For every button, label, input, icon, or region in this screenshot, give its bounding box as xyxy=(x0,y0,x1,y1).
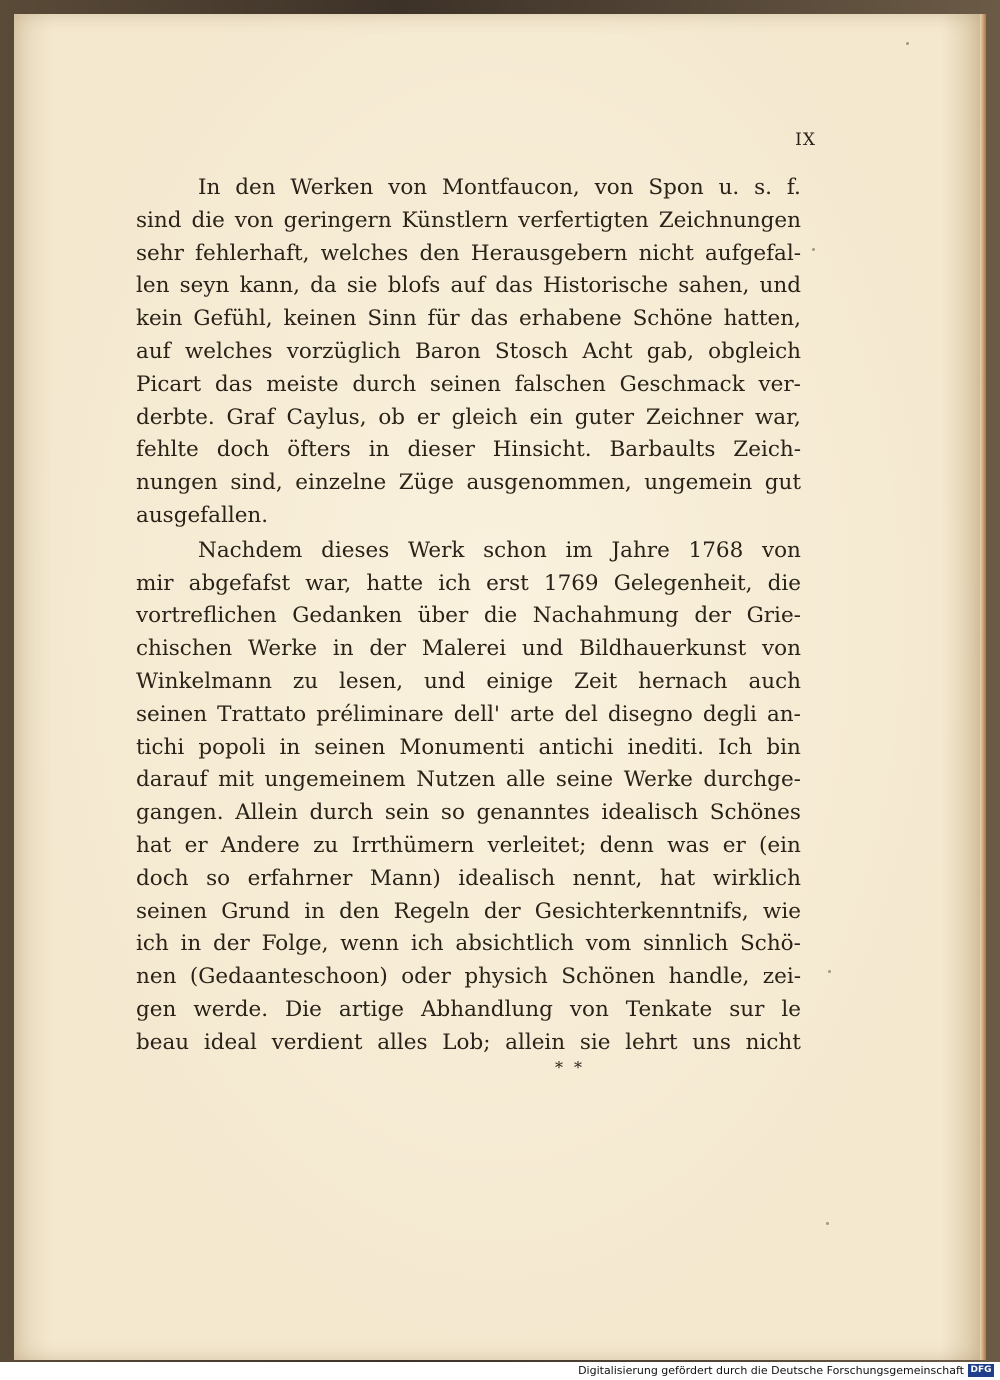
word: ich xyxy=(410,931,444,957)
word: Malerei xyxy=(421,636,507,662)
word: (ein xyxy=(759,832,801,858)
word: erhabene xyxy=(518,306,622,332)
word: Gedanken xyxy=(292,603,403,629)
word: vom xyxy=(585,931,632,957)
word: hernach xyxy=(638,668,728,694)
word: Nachdem xyxy=(198,537,303,563)
word: Nutzen xyxy=(416,767,496,793)
word: Werken xyxy=(290,175,374,200)
word: seine xyxy=(555,767,614,793)
word: sur xyxy=(729,996,765,1022)
word: doch xyxy=(136,865,189,891)
word: Historische xyxy=(543,273,669,299)
word: Künstlern xyxy=(401,207,509,233)
text-line xyxy=(136,961,801,994)
word: seinen xyxy=(314,734,386,760)
word: f. xyxy=(786,175,801,200)
word: die xyxy=(767,570,801,596)
word: Stosch xyxy=(494,338,569,364)
word: einige xyxy=(486,668,554,694)
word: gut xyxy=(764,470,801,496)
word: keinen xyxy=(283,306,357,332)
word: der xyxy=(694,603,732,629)
word: in xyxy=(279,734,301,760)
word: im xyxy=(565,537,593,563)
word: Züge xyxy=(398,470,455,496)
word: alle xyxy=(506,767,546,793)
word: durchge- xyxy=(703,767,801,793)
word: vortreflichen xyxy=(136,603,277,629)
word: Jahre xyxy=(611,537,670,563)
word: dieser xyxy=(407,437,475,463)
word: geringern xyxy=(283,207,392,233)
funding-notice: Digitalisierung gefördert durch die Deutsche Forschungsgemeinschaft xyxy=(578,1364,964,1377)
word: sie xyxy=(579,1029,611,1055)
word: das xyxy=(495,273,533,299)
word: gab, xyxy=(646,338,694,364)
word: obgleich xyxy=(708,338,801,364)
word: er xyxy=(184,832,208,858)
word: doch xyxy=(216,437,270,463)
text-line xyxy=(136,434,801,467)
word: ungemeinem xyxy=(264,767,406,793)
word: sind, xyxy=(230,470,283,496)
word: lesen, xyxy=(338,668,404,694)
word: alles xyxy=(377,1029,428,1055)
word: Monumenti xyxy=(399,734,525,760)
word: der xyxy=(369,636,407,662)
word: abgefafst xyxy=(188,570,291,596)
word: die xyxy=(483,603,518,629)
word: Lob; xyxy=(442,1029,491,1055)
text-line xyxy=(136,205,801,238)
word: genanntes xyxy=(476,800,590,826)
text-line xyxy=(136,1027,801,1060)
word: Allein xyxy=(235,800,298,826)
word: auch xyxy=(748,668,801,694)
word: mit xyxy=(218,767,254,793)
word: darauf xyxy=(136,767,208,793)
word: idealisch xyxy=(601,800,699,826)
word: Tenkate xyxy=(625,996,713,1022)
word: an- xyxy=(766,701,801,727)
word: Werk xyxy=(408,537,465,563)
text-line xyxy=(136,172,801,205)
text-line xyxy=(136,896,801,929)
word: tichi xyxy=(136,734,185,760)
word: blofs xyxy=(387,273,441,299)
word: hatten, xyxy=(723,306,801,332)
word: so xyxy=(206,865,231,891)
word: wenn xyxy=(340,931,400,957)
dfg-logo: DFG xyxy=(968,1364,994,1377)
word: Grund xyxy=(221,898,291,924)
word: disegno xyxy=(607,701,693,727)
word: Gesichterkenntnifs, xyxy=(534,898,749,924)
word: und xyxy=(521,636,564,662)
text-line xyxy=(136,336,801,369)
word: Hinsicht. xyxy=(492,437,592,463)
word: den xyxy=(235,175,276,200)
word: Schöne xyxy=(632,306,713,332)
word: Spon xyxy=(648,175,704,200)
word: Nachahmung xyxy=(532,603,679,629)
word: Barbaults xyxy=(609,437,716,463)
word: vorzüglich xyxy=(286,338,401,364)
word: in xyxy=(304,898,325,924)
word: schon xyxy=(483,537,547,563)
word: meiste xyxy=(266,371,339,397)
word: erfahrner xyxy=(247,865,353,891)
word: 1768 xyxy=(688,537,744,563)
word: seinen xyxy=(136,701,208,727)
text-line xyxy=(136,600,801,633)
word: er xyxy=(416,404,440,430)
word: von xyxy=(569,996,609,1022)
word: hat xyxy=(659,865,696,891)
word: nennt, xyxy=(572,865,643,891)
word: von xyxy=(234,207,274,233)
word: Die xyxy=(285,996,322,1022)
word: Grie- xyxy=(746,603,801,629)
word: wirklich xyxy=(712,865,801,891)
word: von xyxy=(388,175,428,200)
word: nen xyxy=(136,964,177,990)
word: sind xyxy=(136,207,182,233)
word: ob xyxy=(378,404,406,430)
word: dieses xyxy=(321,537,390,563)
word: Montfaucon, xyxy=(442,175,580,200)
word: Zeich- xyxy=(733,437,801,463)
word: Winkelmann xyxy=(136,668,272,694)
word: verdient xyxy=(271,1029,363,1055)
word: das xyxy=(214,371,253,397)
word: seinen xyxy=(429,371,501,397)
word: auf xyxy=(450,273,486,299)
word: inediti. xyxy=(627,734,704,760)
word: Werke xyxy=(623,767,693,793)
word: oder xyxy=(401,964,451,990)
word: in xyxy=(368,437,390,463)
text-line xyxy=(136,535,801,568)
word: Graf xyxy=(226,404,275,430)
text-line xyxy=(136,500,801,533)
word: ideal xyxy=(203,1029,257,1055)
word: der xyxy=(483,898,521,924)
word: hat xyxy=(136,832,172,858)
word: préliminare xyxy=(316,701,444,727)
word: physich xyxy=(464,964,548,990)
word: In xyxy=(198,175,221,200)
word: Mann) xyxy=(369,865,441,891)
word: arte xyxy=(509,701,555,727)
word: chischen xyxy=(136,636,233,662)
word: derbte. xyxy=(136,404,215,430)
word: werde. xyxy=(193,996,269,1022)
footer-bar xyxy=(0,1362,1000,1380)
text-line xyxy=(136,830,801,863)
word: allein xyxy=(505,1029,566,1055)
word: uns xyxy=(692,1029,731,1055)
word: was xyxy=(667,832,710,858)
text-line xyxy=(136,369,801,402)
word: popoli xyxy=(198,734,266,760)
word: Schö- xyxy=(740,931,801,957)
word: handle, xyxy=(668,964,750,990)
text-line xyxy=(136,928,801,961)
word: war, xyxy=(305,570,352,596)
word: Picart xyxy=(136,371,202,397)
word: Schönen xyxy=(561,964,656,990)
word: durch xyxy=(309,800,374,826)
word: den xyxy=(339,898,380,924)
word: ungemein xyxy=(644,470,753,496)
text-line xyxy=(136,467,801,500)
word: zei- xyxy=(762,964,801,990)
word: ausgefallen. xyxy=(136,502,269,528)
word: erst xyxy=(486,570,529,596)
word: von xyxy=(762,636,801,662)
word: Gelegenheit, xyxy=(613,570,753,596)
text-line xyxy=(136,402,801,435)
word: und xyxy=(759,273,801,299)
text-line xyxy=(136,666,801,699)
word: Sinn xyxy=(367,306,417,332)
word: Gefühl, xyxy=(193,306,273,332)
word: beau xyxy=(136,1029,190,1055)
word: Abhandlung xyxy=(420,996,553,1022)
word: kann, xyxy=(239,273,300,299)
catchword: * * xyxy=(554,1058,586,1077)
word: war, xyxy=(754,404,801,430)
text-line xyxy=(136,994,801,1027)
word: Baron xyxy=(414,338,481,364)
word: welches xyxy=(184,338,273,364)
word: sein xyxy=(384,800,430,826)
word: in xyxy=(180,931,202,957)
word: er xyxy=(722,832,746,858)
text-line xyxy=(136,863,801,896)
word: u. xyxy=(718,175,740,200)
text-line xyxy=(136,568,801,601)
word: zu xyxy=(292,668,319,694)
word: hatte xyxy=(366,570,424,596)
word: seinen xyxy=(136,898,208,924)
word: Geschmack xyxy=(619,371,745,397)
word: bin xyxy=(766,734,801,760)
word: nungen xyxy=(136,470,218,496)
text-line xyxy=(136,270,801,303)
word: lehrt xyxy=(625,1029,678,1055)
word: artige xyxy=(338,996,404,1022)
word: (Gedaanteschoon) xyxy=(189,964,388,990)
word: so xyxy=(440,800,465,826)
word: wie xyxy=(762,898,801,924)
word: Regeln xyxy=(393,898,470,924)
word: Werke xyxy=(248,636,318,662)
word: kein xyxy=(136,306,183,332)
word: welches xyxy=(320,240,409,266)
word: denn xyxy=(599,832,654,858)
word: gangen. xyxy=(136,800,224,826)
word: degli xyxy=(702,701,757,727)
word: 1769 xyxy=(543,570,599,596)
word: der xyxy=(213,931,250,957)
word: Folge, xyxy=(261,931,329,957)
word: mir xyxy=(136,570,174,596)
word: ausgenommen, xyxy=(466,470,632,496)
text-line xyxy=(136,797,801,830)
word: gen xyxy=(136,996,177,1022)
word: von xyxy=(761,537,801,563)
word: Trattato xyxy=(217,701,307,727)
word: durch xyxy=(352,371,417,397)
word: Zeichner xyxy=(645,404,744,430)
word: zu xyxy=(313,832,339,858)
word: und xyxy=(423,668,466,694)
word: Zeit xyxy=(574,668,618,694)
word: le xyxy=(781,996,801,1022)
word: sie xyxy=(346,273,378,299)
word: Caylus, xyxy=(286,404,367,430)
word: fehlte xyxy=(136,437,199,463)
word: idealisch xyxy=(458,865,556,891)
word: Bildhauerkunst xyxy=(579,636,747,662)
word: guter xyxy=(574,404,635,430)
word: s. xyxy=(754,175,772,200)
word: len xyxy=(136,273,170,299)
word: del xyxy=(564,701,598,727)
word: Irrthümern xyxy=(351,832,475,858)
word: sahen, xyxy=(678,273,750,299)
word: Herausgebern xyxy=(470,240,628,266)
text-line xyxy=(136,699,801,732)
word: für xyxy=(427,306,460,332)
word: fehlerhaft, xyxy=(195,240,310,266)
text-line xyxy=(136,732,801,765)
word: ich xyxy=(136,931,169,957)
word: falschen xyxy=(514,371,606,397)
word: dell' xyxy=(453,701,500,727)
word: von xyxy=(594,175,634,200)
word: gleich xyxy=(451,404,518,430)
word: ich xyxy=(438,570,471,596)
word: nicht xyxy=(745,1029,801,1055)
word: einzelne xyxy=(295,470,387,496)
page-number: IX xyxy=(795,130,816,150)
word: öfters xyxy=(287,437,351,463)
word: sinnlich xyxy=(643,931,729,957)
word: aufgefal- xyxy=(704,240,801,266)
word: ver- xyxy=(758,371,801,397)
text-line xyxy=(136,238,801,271)
word: nicht xyxy=(638,240,694,266)
word: seyn xyxy=(179,273,230,299)
word: auf xyxy=(136,338,171,364)
word: Andere xyxy=(220,832,300,858)
word: da xyxy=(310,273,337,299)
word: absichtlich xyxy=(455,931,575,957)
word: Acht xyxy=(582,338,633,364)
word: den xyxy=(419,240,460,266)
word: Schönes xyxy=(709,800,801,826)
body-text xyxy=(136,172,801,1060)
word: verfertigten xyxy=(518,207,649,233)
word: antichi xyxy=(538,734,614,760)
word: die xyxy=(191,207,225,233)
text-line xyxy=(136,633,801,666)
word: in xyxy=(332,636,354,662)
word: Ich xyxy=(718,734,753,760)
word: das xyxy=(470,306,509,332)
text-line xyxy=(136,303,801,336)
page-edge xyxy=(980,14,986,1360)
word: Zeichnungen xyxy=(658,207,801,233)
word: ein xyxy=(529,404,563,430)
word: verleitet; xyxy=(487,832,587,858)
text-line xyxy=(136,764,801,797)
word: über xyxy=(417,603,469,629)
word: sehr xyxy=(136,240,184,266)
